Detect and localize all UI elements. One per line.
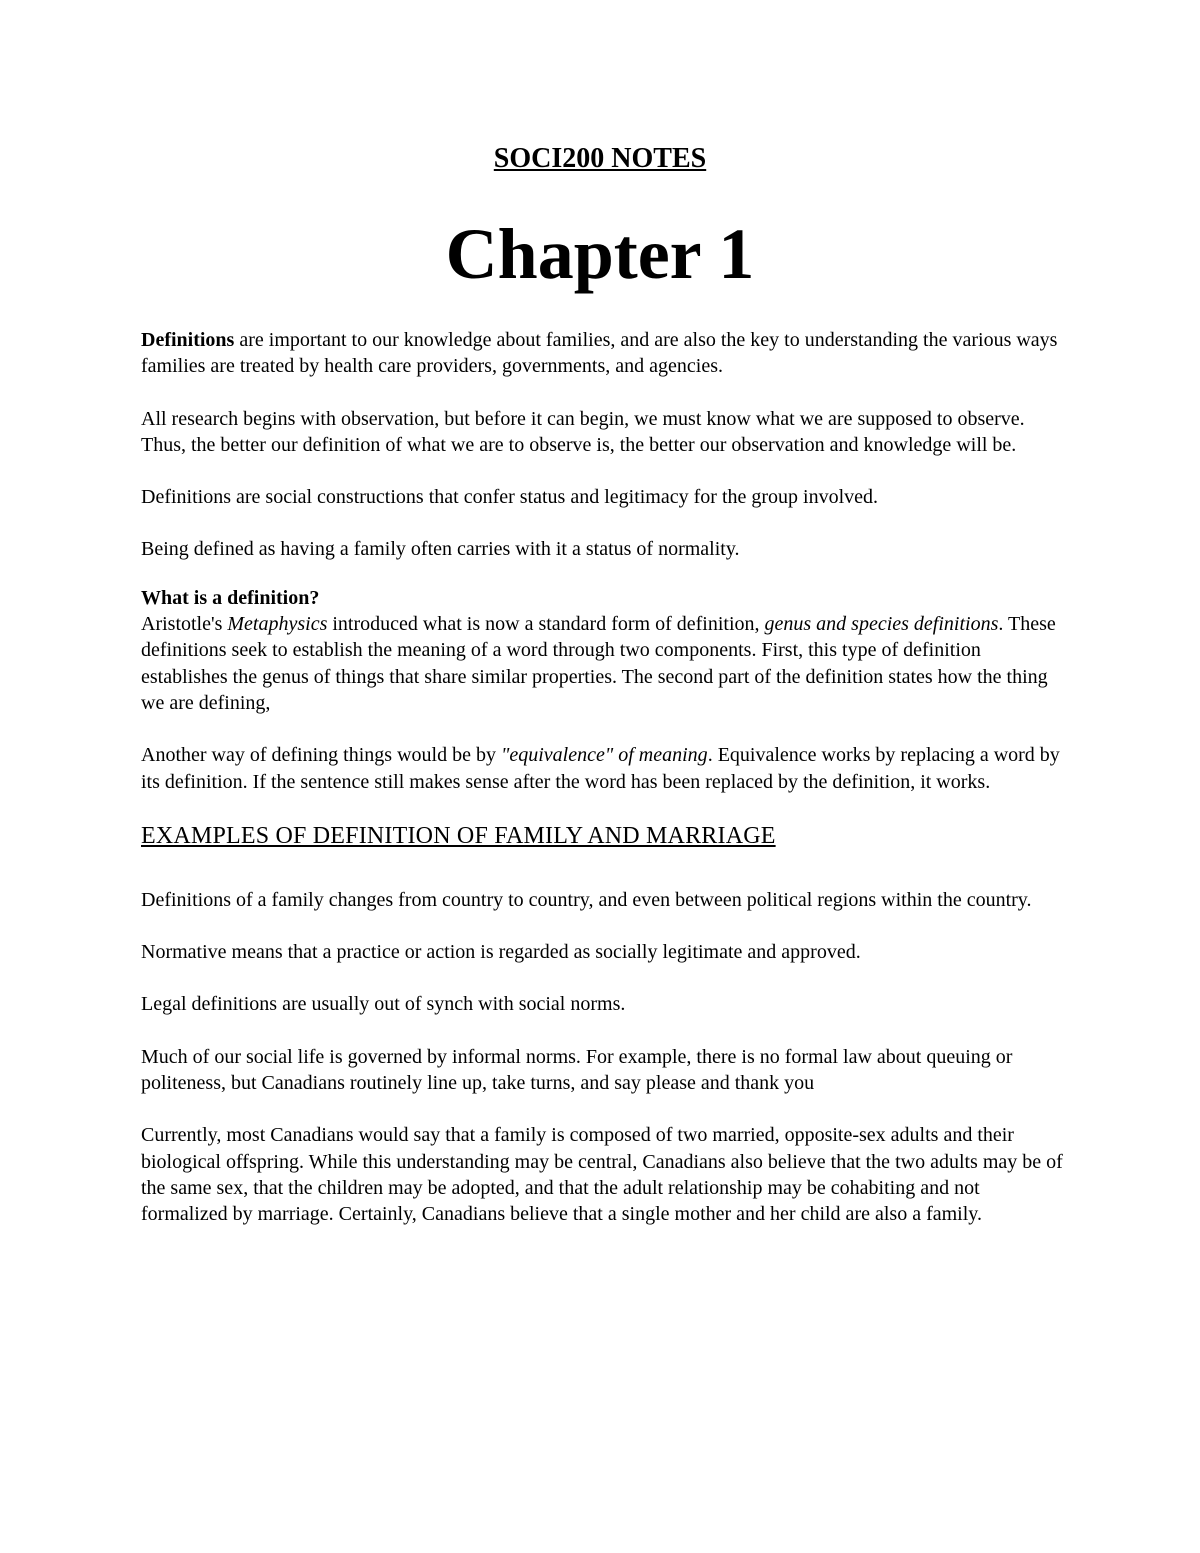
document-title: SOCI200 NOTES bbox=[493, 143, 707, 174]
paragraph-text: Aristotle's bbox=[141, 613, 228, 636]
section-heading-examples: EXAMPLES OF DEFINITION OF FAMILY AND MARRIAGE bbox=[141, 822, 776, 849]
subheading-what-is-definition: What is a definition? bbox=[141, 586, 320, 609]
paragraph-text: introduced what is now a standard form of definition, bbox=[327, 613, 765, 636]
paragraph-text: are important to our knowledge about families, and are also the key to understanding the various ways families are treated by health care providers, governments, and agencies. bbox=[141, 329, 1058, 378]
paragraph-social-constructions: Definitions are social constructions that confer status and legitimacy for the group involved. bbox=[141, 486, 879, 509]
chapter-title: Chapter 1 bbox=[445, 214, 755, 294]
paragraph-legal-definitions: Legal definitions are usually out of synch with social norms. bbox=[141, 993, 626, 1016]
paragraph-equivalence bbox=[141, 742, 1071, 795]
paragraph-research-observation: All research begins with observation, but before it can begin, we must know what we are supposed to observe. Thus, the better our definition of what we are to observe is, the better our observation and knowledge will be. bbox=[141, 407, 1025, 456]
term-definitions: Definitions bbox=[141, 329, 235, 351]
paragraph-canadian-family: Currently, most Canadians would say that a family is composed of two married, opposite-sex adults and their biological offspring. While this understanding may be central, Canadians also believe that the two adults may be of the same sex, that the children may be adopted, and that the adult relationship may be cohabiting and not formalized by marriage. Certainly, Canadians believe that a single mother and her child are also a family. bbox=[141, 1124, 1063, 1226]
paragraph-definitions-importance bbox=[141, 327, 1071, 380]
paragraph-text: . These definitions seek to establish the meaning of a word through two components. First, this type of definition establishes the genus of things that share similar properties. The second part of the definition states how the thing we are defining, bbox=[141, 613, 1056, 714]
paragraph-normality: Being defined as having a family often carries with it a status of normality. bbox=[141, 538, 740, 561]
document-body bbox=[141, 327, 1071, 1254]
paragraph-aristotle bbox=[141, 611, 1071, 716]
paragraph-text: . Equivalence works by replacing a word by its definition. If the sentence still makes sense after the word has been replaced by the definition, it works. bbox=[141, 744, 1060, 793]
italic-genus-species: genus and species definitions bbox=[764, 613, 999, 636]
paragraph-normative: Normative means that a practice or action is regarded as socially legitimate and approved. bbox=[141, 941, 861, 964]
paragraph-text: Another way of defining things would be by bbox=[141, 744, 501, 767]
italic-metaphysics: Metaphysics bbox=[227, 613, 328, 636]
paragraph-family-changes: Definitions of a family changes from country to country, and even between political regions within the country. bbox=[141, 888, 1032, 911]
italic-equivalence: "equivalence" of meaning bbox=[500, 744, 708, 767]
paragraph-informal-norms: Much of our social life is governed by informal norms. For example, there is no formal law about queuing or politeness, but Canadians routinely line up, take turns, and say please and thank you bbox=[141, 1045, 1013, 1095]
